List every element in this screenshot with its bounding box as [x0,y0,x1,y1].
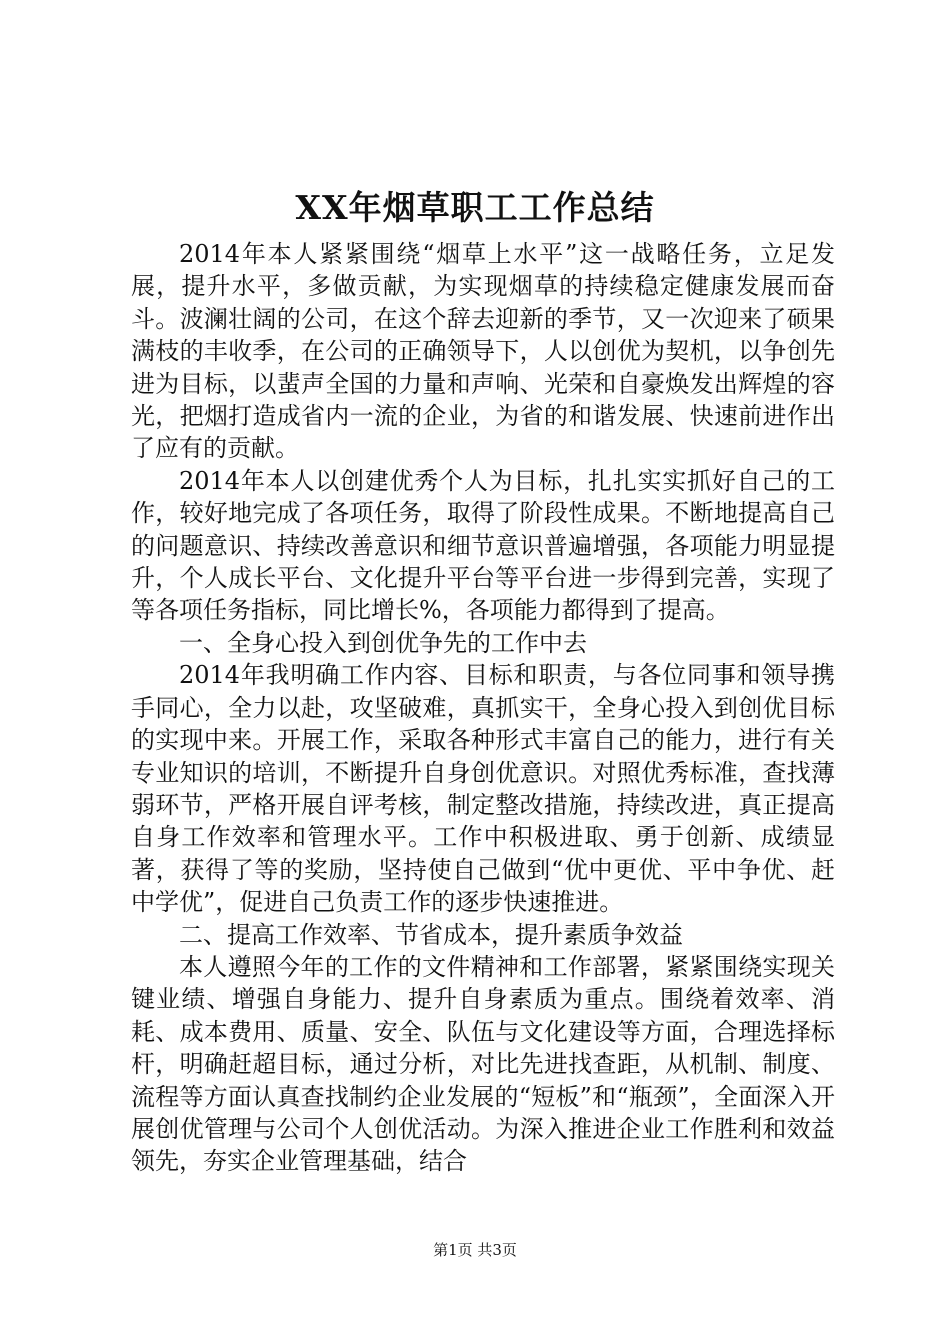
paragraph-section-2: 本人遵照今年的工作的文件精神和工作部署，紧紧围绕实现关键业绩、增强自身能力、提升自身素质为重点。围绕着效率、消耗、成本费用、质量、安全、队伍与文化建设等方面，合理选择标杆，明确赶超目标，通过分析，对比先进找查距，从机制、制度、流程等方面认真查找制约企业发展的“短板”和“瓶颈”，全面深入开展创优管理与公司个人创优活动。为深入推进企业工作胜利和效益领先，夯实企业管理基础，结合 [131,952,835,1176]
section-heading-2: 二、提高工作效率、节省成本，提升素质争效益 [179,920,683,949]
document-title: XX年烟草职工工作总结 [295,188,655,227]
paragraph-goals: 2014年本人以创建优秀个人为目标，扎扎实实抓好自己的工作，较好地完成了各项任务，取得了阶段性成果。不断地提高自己的问题意识、持续改善意识和细节意识普遍增强，各项能力明显提升，个人成长平台、文化提升平台等平台进一步得到完善，实现了等各项任务指标，同比增长%，各项能力都得到了提高。 [131,466,835,625]
paragraph-section-1: 2014年我明确工作内容、目标和职责，与各位同事和领导携手同心，全力以赴，攻坚破难，真抓实干，全身心投入到创优目标的实现中来。开展工作，采取各种形式丰富自己的能力，进行有关专业知识的培训，不断提升自身创优意识。对照优秀标准，查找薄弱环节，严格开展自评考核，制定整改措施，持续改进，真正提高自身工作效率和管理水平。工作中积极进取、勇于创新、成绩显著，获得了等的奖励，坚持使自己做到“优中更优、平中争优、赶中学优”，促进自己负责工作的逐步快速推进。 [131,661,835,917]
section-heading-1: 一、全身心投入到创优争先的工作中去 [179,628,587,657]
paragraph-intro: 2014年本人紧紧围绕“烟草上水平”这一战略任务，立足发展，提升水平，多做贡献，为实现烟草的持续稳定健康发展而奋斗。波澜壮阔的公司，在这个辞去迎新的季节，又一次迎来了硕果满枝的丰收季，在公司的正确领导下，人以创优为契机，以争创先进为目标，以蜚声全国的力量和声响、光荣和自豪焕发出辉煌的容光，把烟打造成省内一流的企业，为省的和谐发展、快速前进作出了应有的贡献。 [131,240,835,463]
page-footer: 第1页 共3页 [433,1241,517,1259]
document-body [131,238,835,1178]
